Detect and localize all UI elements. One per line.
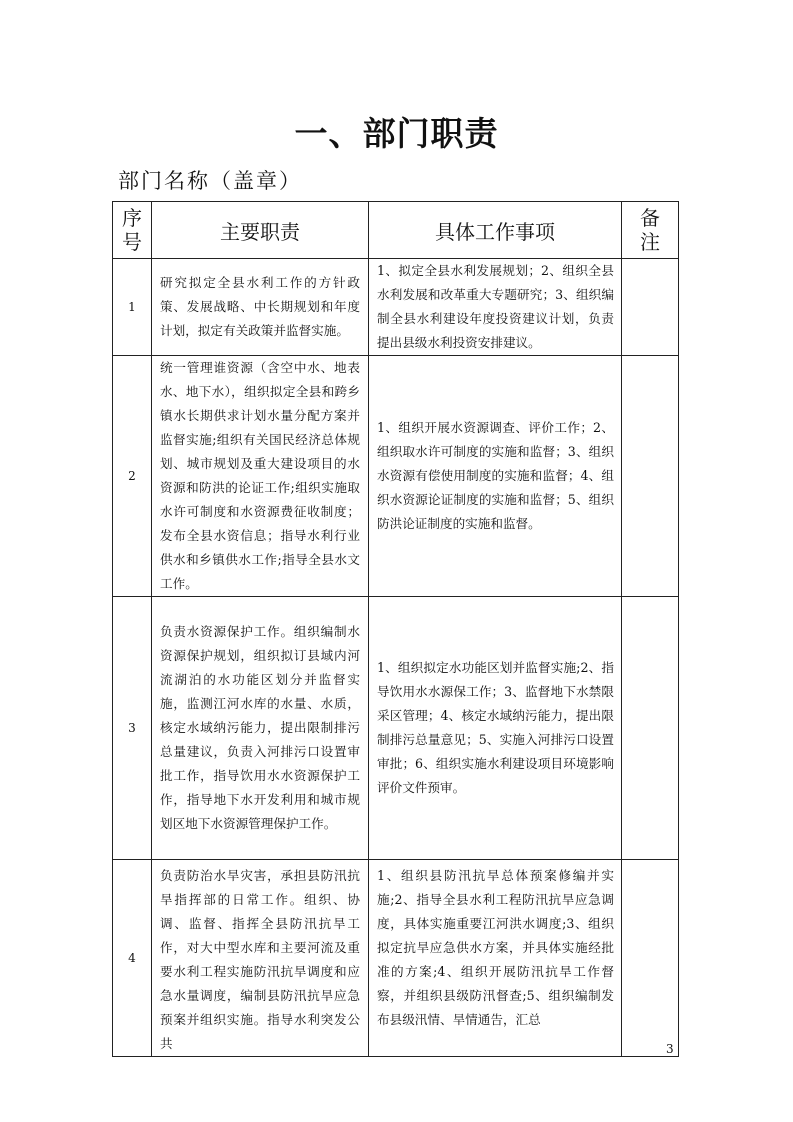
row-items: 1、组织县防汛抗旱总体预案修编并实施;2、指导全县水利工程防汛抗旱应急调度，具体实施重要江河洪水调度;3、组织拟定抗旱应急供水方案，并具体实施经批准的方案;4、组织开展防汛抗旱工作督察，并组织县级防汛督查;5、组织编制发布县级汛情、旱情通告，汇总 bbox=[369, 860, 622, 1057]
header-no bbox=[113, 202, 152, 259]
duties-table bbox=[112, 201, 679, 1057]
table-header-row bbox=[113, 202, 679, 259]
page-number: 3 bbox=[666, 1042, 674, 1056]
table-row bbox=[113, 860, 679, 1057]
row-no: 4 bbox=[113, 860, 152, 1057]
header-no-line2: 号 bbox=[122, 230, 142, 254]
row-note bbox=[622, 597, 679, 860]
table-row bbox=[113, 356, 679, 597]
row-no: 1 bbox=[113, 259, 152, 356]
header-note-line2: 注 bbox=[640, 230, 660, 254]
table-row bbox=[113, 259, 679, 356]
row-note bbox=[622, 860, 679, 1057]
row-note bbox=[622, 259, 679, 356]
header-no-line1: 序 bbox=[122, 206, 142, 230]
row-items: 1、组织拟定水功能区划并监督实施;2、指导饮用水水源保工作；3、监督地下水禁限采区管理；4、核定水域纳污能力，提出限制排污总量意见；5、实施入河排污口设置审批；6、组织实施水利建设项目环境影响评价文件预审。 bbox=[369, 597, 622, 860]
header-duty: 主要职责 bbox=[152, 202, 369, 259]
header-note bbox=[622, 202, 679, 259]
row-no: 3 bbox=[113, 597, 152, 860]
row-items: 1、组织开展水资源调查、评价工作；2、组织取水许可制度的实施和监督；3、组织水资源有偿使用制度的实施和监督；4、组织水资源论证制度的实施和监督；5、组织防洪论证制度的实施和监督。 bbox=[369, 356, 622, 597]
header-note-line1: 备 bbox=[640, 206, 660, 230]
dept-name-label: 部门名称（盖章） bbox=[118, 169, 302, 193]
page-title: 一、部门职责 bbox=[294, 114, 499, 153]
row-duty: 负责水资源保护工作。组织编制水资源保护规划，组织拟订县域内河流湖泊的水功能区划分并监督实施，监测江河水库的水量、水质，核定水域纳污能力，提出限制排污总量建议，负责入河排污口设置审批工作，指导饮用水水资源保护工作，指导地下水开发利用和城市规划区地下水资源管理保护工作。 bbox=[152, 597, 369, 860]
header-items: 具体工作事项 bbox=[369, 202, 622, 259]
row-duty: 统一管理谁资源（含空中水、地表水、地下水），组织拟定全县和跨乡镇水长期供求计划水量分配方案并监督实施;组织有关国民经济总体规划、城市规划及重大建设项目的水资源和防洪的论证工作;组织实施取水许可制度和水资源费征收制度；发布全县水资信息；指导水利行业供水和乡镇供水工作;指导全县水文工作。 bbox=[152, 356, 369, 597]
row-duty: 研究拟定全县水利工作的方针政策、发展战略、中长期规划和年度计划，拟定有关政策并监督实施。 bbox=[152, 259, 369, 356]
row-note bbox=[622, 356, 679, 597]
row-duty: 负责防治水旱灾害，承担县防汛抗旱指挥部的日常工作。组织、协调、监督、指挥全县防汛抗旱工作，对大中型水库和主要河流及重要水利工程实施防汛抗旱调度和应急水量调度，编制县防汛抗旱应急预案并组织实施。指导水利突发公共 bbox=[152, 860, 369, 1057]
table-row bbox=[113, 597, 679, 860]
row-no: 2 bbox=[113, 356, 152, 597]
row-items: 1、拟定全县水利发展规划；2、组织全县水利发展和改革重大专题研究；3、组织编制全县水利建设年度投资建议计划，负责提出县级水利投资安排建议。 bbox=[369, 259, 622, 356]
